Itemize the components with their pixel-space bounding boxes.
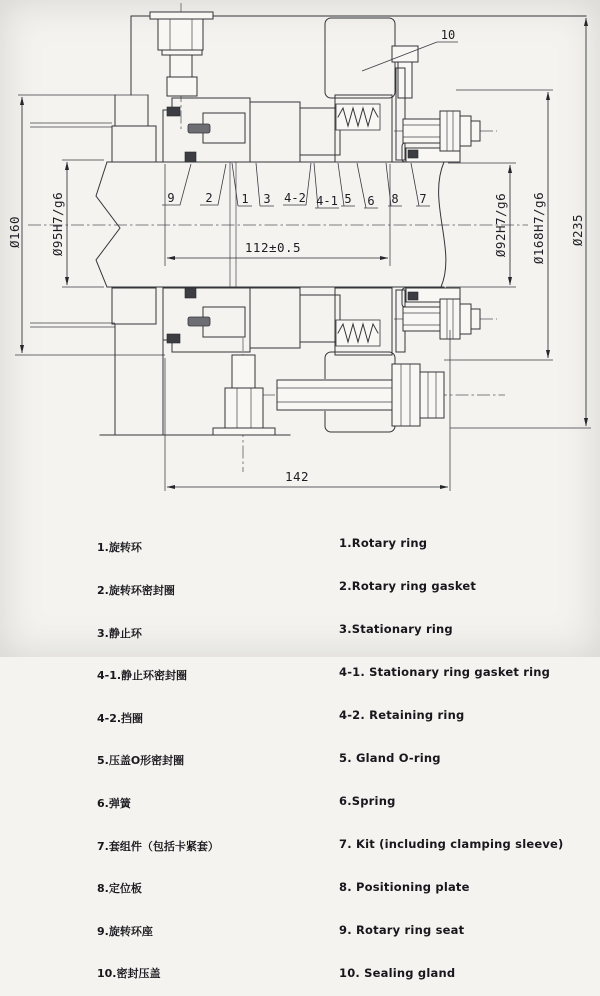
drive-pin-upper	[188, 124, 210, 133]
stuffing-box-stub-lower	[112, 288, 156, 324]
callout-3: 3	[263, 192, 271, 206]
cn-item-4-2: 4-2.挡圈	[97, 711, 144, 725]
dim-label-160: Ø160	[7, 215, 22, 249]
shaft-step	[230, 162, 236, 287]
shaft-break-left	[96, 162, 120, 287]
en-item-4-1: 4-1. Stationary ring gasket ring	[339, 664, 551, 679]
callout-10: 10	[440, 28, 456, 42]
dim-label-142: 142	[284, 469, 310, 484]
kit-bolt-upper	[403, 111, 480, 151]
callout-5: 5	[344, 192, 352, 206]
en-item-7: 7. Kit (including clamping sleeve)	[339, 836, 564, 851]
callout-1: 1	[241, 192, 249, 206]
cn-item-7: 7.套组件（包括卡紧套）	[97, 839, 219, 853]
rotary-gasket-upper-a	[167, 107, 180, 116]
rotary-gasket-lower-a	[167, 334, 180, 343]
set-screw-upper	[408, 150, 418, 158]
gland-stud-top	[150, 12, 213, 96]
callout-7: 7	[419, 192, 427, 206]
callout-8: 8	[391, 192, 399, 206]
dimension-112	[165, 164, 390, 266]
callout-4-2: 4-2	[284, 191, 306, 205]
en-item-1: 1.Rotary ring	[339, 535, 428, 550]
dim-label-168: Ø168H7/g6	[531, 191, 546, 265]
dim-label-95: Ø95H7/g6	[50, 191, 65, 257]
parts-list-english	[339, 507, 564, 994]
stationary-ring-upper	[250, 102, 300, 162]
lower-assembly	[112, 288, 480, 435]
cn-item-5: 5.压盖O形密封圈	[97, 754, 185, 768]
shaft-break-right	[439, 162, 446, 287]
callout-9: 9	[167, 191, 175, 205]
cn-item-2: 2.旋转环密封圈	[97, 584, 175, 597]
cn-item-4-1: 4-1.静止环密封圈	[97, 669, 188, 683]
dim-label-235: Ø235	[570, 213, 585, 247]
en-item-8: 8. Positioning plate	[339, 879, 470, 894]
kit-bolt-lower	[403, 299, 480, 339]
dimension-95	[50, 160, 104, 287]
dim-label-112: 112±0.5	[244, 240, 302, 255]
cn-item-1: 1.旋转环	[97, 541, 142, 555]
en-item-5: 5. Gland O-ring	[339, 750, 441, 765]
cn-item-3: 3.静止环	[97, 626, 142, 640]
en-item-9: 9. Rotary ring seat	[339, 922, 465, 937]
stationary-ring-lower	[250, 288, 300, 348]
callout-4-1: 4-1	[316, 194, 338, 208]
shaft	[96, 162, 446, 287]
callout-6: 6	[367, 194, 375, 208]
en-item-6: 6.Spring	[339, 793, 396, 808]
cn-item-10: 10.密封压盖	[97, 967, 161, 981]
cn-item-8: 8.定位板	[97, 882, 142, 896]
rotary-gasket-upper-b	[185, 152, 196, 162]
gland-clamp-bolt	[277, 364, 444, 426]
gasket-retaining-rings-lower	[300, 295, 340, 342]
dimension-235	[450, 18, 591, 428]
drive-pin-lower	[188, 317, 210, 326]
dim-label-92: Ø92H7/g6	[493, 192, 508, 258]
cn-item-6: 6.弹簧	[97, 796, 131, 810]
stuffing-box-stub-upper	[112, 126, 156, 162]
rotary-gasket-lower-b	[185, 288, 196, 298]
sealing-gland-flange-top	[325, 18, 395, 98]
callout-2: 2	[205, 191, 213, 205]
gasket-retaining-rings-upper	[300, 108, 340, 155]
en-item-10: 10. Sealing gland	[339, 965, 456, 980]
en-item-3: 3.Stationary ring	[339, 621, 453, 636]
parts-list-chinese	[97, 513, 219, 996]
en-item-4-2: 4-2. Retaining ring	[339, 707, 465, 722]
en-item-2: 2.Rotary ring gasket	[339, 578, 477, 593]
cn-item-9: 9.旋转环座	[97, 924, 153, 938]
set-screw-lower	[408, 292, 418, 300]
